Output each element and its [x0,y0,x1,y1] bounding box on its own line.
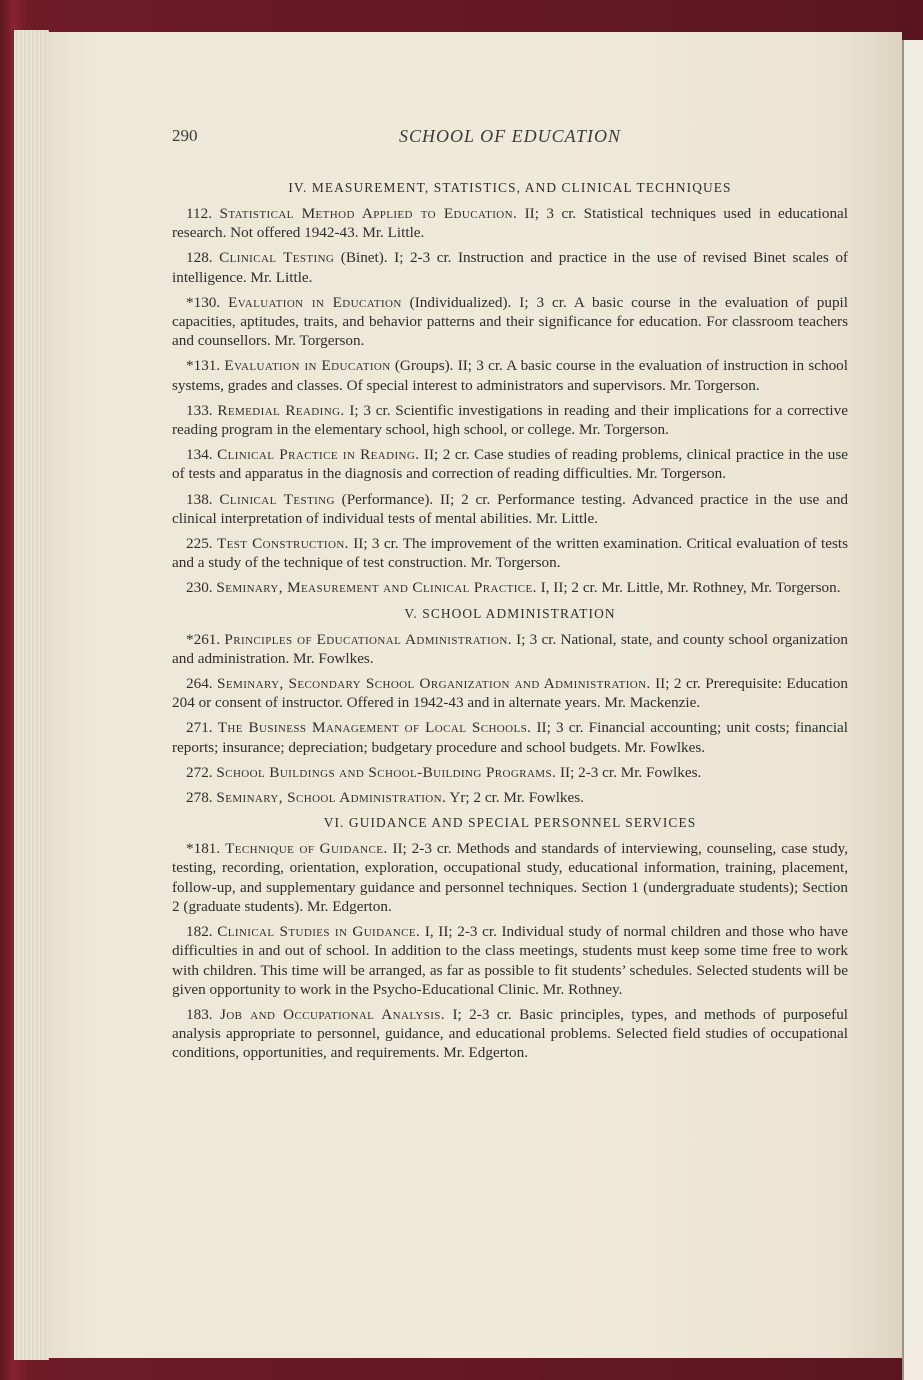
facing-page-edge [902,40,923,1380]
course-description: II; 3 cr. Financial accounting; unit costs; financial reports; insurance; depreciation; budgetary procedure and school budgets. Mr. Fowlkes. [172,719,849,756]
section-heading: IV. MEASUREMENT, STATISTICS, AND CLINICAL TECHNIQUES [288,180,732,195]
course-entry [172,763,848,782]
course-title: Evaluation in Education [228,293,402,311]
course-number: 264. [186,675,213,693]
course-entry [172,293,848,351]
course-description: (Individualized). I; 3 cr. A basic course in the evaluation of pupil capacities, aptitudes, traits, and behavior patterns and their significance for education. For classroom teachers and counsellors. Mr. Torgerson. [172,293,848,350]
course-number: 138. [186,490,213,508]
running-header [172,126,848,154]
course-description: (Groups). II; 3 cr. A basic course in the evaluation of instruction in school systems, grades and classes. Of special interest to administrators and supervisors. Mr. Torgerson. [172,357,848,394]
course-title: The Business Management of Local Schools. [217,719,532,737]
course-entry [172,630,848,668]
course-number: 272. [186,763,213,781]
course-number: 182. [186,923,213,941]
course-title: Seminary, School Administration. [216,789,447,807]
course-title: Seminary, Secondary School Organization and Administration. [217,675,651,693]
course-entry [172,356,848,394]
course-title: Clinical Studies in Guidance. [217,923,421,941]
running-title: SCHOOL OF EDUCATION [398,126,622,146]
course-entry [172,401,848,439]
course-description: II; 2 cr. Case studies of reading problems, clinical practice in the use of tests and apparatus in the diagnosis and correction of reading difficulties. Mr. Torgerson. [172,446,848,483]
course-number: 112. [186,205,213,222]
course-entry [172,578,848,597]
course-description: (Binet). I; 2-3 cr. Instruction and practice in the use of revised Binet scales of intelligence. Mr. Little. [172,249,848,286]
course-entry [172,1005,848,1063]
course-description: II; 2 cr. Prerequisite: Education 204 or consent of instructor. Offered in 1942-43 and in alternate years. Mr. Mackenzie. [172,675,848,712]
course-title: Seminary, Measurement and Clinical Practice. [216,579,537,597]
course-entry [172,248,848,286]
section-heading: V. SCHOOL ADMINISTRATION [404,605,616,621]
course-description: II; 3 cr. Statistical techniques used in educational research. Not offered 1942-43. Mr. Little. [172,205,848,242]
course-number: 134. [186,446,213,464]
course-description: I; 2-3 cr. Basic principles, types, and methods of purposeful analysis appropriate to personnel, guidance, and educational problems. Selected field studies of occupational conditions, opportunities, and requirements. Mr. Edgerton. [172,1005,849,1062]
course-description: II; 3 cr. The improvement of the written examination. Critical evaluation of tests and a study of the technique of test construction. Mr. Torgerson. [172,535,849,572]
course-number: 128. [186,249,213,267]
course-entry [172,788,848,807]
course-number: 230. [186,579,213,597]
course-description: I; 3 cr. National, state, and county school organization and administration. Mr. Fowlkes. [172,630,848,667]
page-edges [14,30,49,1360]
course-number: 271. [186,719,213,737]
course-title: Principles of Educational Administration. [224,630,512,648]
section-heading: VI. GUIDANCE AND SPECIAL PERSONNEL SERVICES [323,815,697,831]
course-description: I, II; 2-3 cr. Individual study of normal children and those who have difficulties in and out of school. In addition to the class meetings, students must keep some time free to work with children. This time will be arranged, as far as possible to fit students’ schedules. Selected students will be given opportunity to work in the Psycho-Educational Clinic. Mr. Rothney. [172,923,849,998]
course-title: Clinical Practice in Reading. [217,446,420,464]
course-number: *131. [186,357,221,375]
course-title: Clinical Testing [219,490,335,508]
course-description: (Performance). II; 2 cr. Performance testing. Advanced practice in the use and clinical interpretation of individual tests of mental abilities. Mr. Little. [172,490,849,527]
course-entry [172,674,848,712]
course-description: II; 2-3 cr. Methods and standards of interviewing, counseling, case study, testing, recording, orientation, exploration, occupational study, educational information, training, placement, follow-up, and supplementary guidance and personnel techniques. Section 1 (undergraduate students); Section 2 (graduate students). Mr. Edgerton. [172,840,848,915]
course-title: Job and Occupational Analysis. [220,1005,446,1023]
course-entry [172,922,848,999]
course-title: Clinical Testing [219,249,335,267]
course-description: II; 2-3 cr. Mr. Fowlkes. [556,763,702,781]
course-description: I; 3 cr. Scientific investigations in reading and their implications for a corrective reading program in the elementary school, high school, or college. Mr. Torgerson. [172,401,848,439]
course-description: Yr; 2 cr. Mr. Fowlkes. [446,789,584,807]
course-entry [172,718,848,756]
course-number: 183. [186,1005,213,1023]
course-number: 278. [186,789,213,807]
course-number: 133. [186,401,213,419]
course-title: Statistical Method Applied to Education. [219,205,518,222]
course-entry [172,204,848,242]
course-number: *130. [186,293,221,311]
course-title: Evaluation in Education [224,357,391,375]
course-title: School Buildings and School-Building Programs. [216,763,557,781]
course-entry [172,445,848,483]
course-title: Technique of Guidance. [225,840,388,858]
course-entry [172,839,848,916]
course-entry [172,534,848,572]
course-number: *181. [186,840,221,858]
course-description: I, II; 2 cr. Mr. Little, Mr. Rothney, Mr. Torgerson. [536,579,841,597]
course-entry [172,490,848,528]
course-number: 225. [186,535,213,553]
page-number: 290 [172,126,198,145]
course-title: Remedial Reading. [217,401,345,419]
course-title: Test Construction. [216,535,349,553]
course-number: *261. [186,630,221,648]
page-content [172,178,848,1069]
